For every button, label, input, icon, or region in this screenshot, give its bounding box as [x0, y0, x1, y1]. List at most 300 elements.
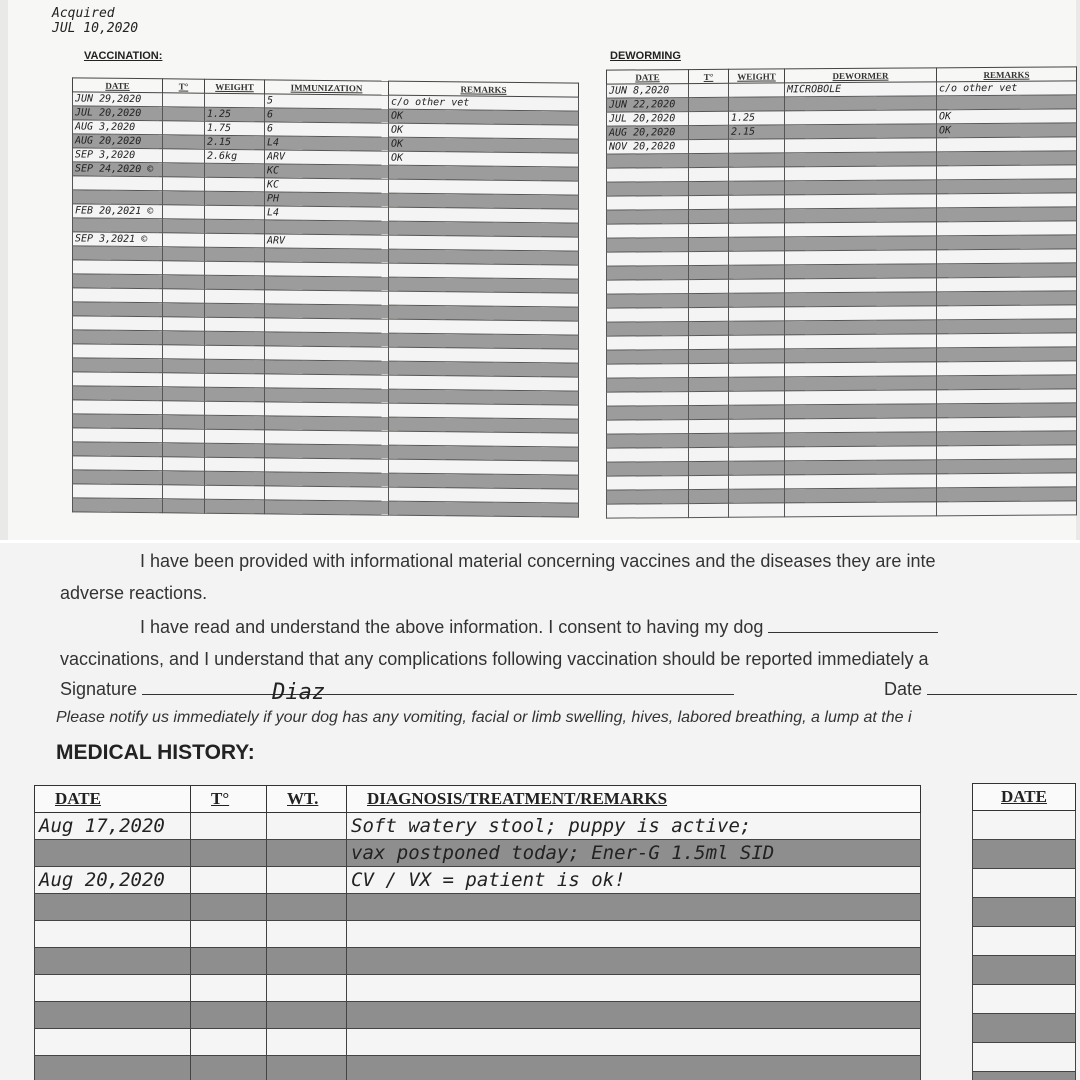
- vacc-cell: 5: [265, 94, 389, 109]
- vacc-cell: [265, 262, 389, 277]
- med-row: [35, 948, 921, 975]
- vacc-cell: [205, 93, 265, 108]
- vacc-cell: [73, 428, 163, 443]
- vacc-cell: [205, 457, 265, 472]
- vacc-cell: [205, 485, 265, 500]
- vacc-cell: [389, 501, 579, 517]
- med-cell: [35, 1029, 191, 1056]
- dew-cell: [729, 363, 785, 377]
- consent-line-2: adverse reactions.: [60, 583, 208, 603]
- side-cell: [973, 840, 1076, 869]
- dew-cell: [689, 405, 729, 419]
- dew-cell: [937, 179, 1077, 194]
- dew-cell: [785, 264, 937, 279]
- dew-cell: [729, 391, 785, 405]
- dew-cell: [785, 502, 937, 517]
- dew-cell: [937, 417, 1077, 432]
- vacc-cell: [73, 498, 163, 513]
- vacc-cell: [265, 276, 389, 291]
- dew-cell: [729, 223, 785, 237]
- dew-cell: [729, 279, 785, 293]
- signature-label: Signature: [60, 679, 138, 699]
- med-cell: [347, 921, 921, 948]
- vacc-cell: [163, 303, 205, 317]
- vacc-cell: [163, 359, 205, 373]
- med-row: [35, 975, 921, 1002]
- med-cell: [191, 813, 267, 840]
- dew-cell: 2.15: [729, 125, 785, 139]
- consent-line-3: [140, 617, 938, 638]
- med-cell: [191, 948, 267, 975]
- dew-cell: [937, 459, 1077, 474]
- vacc-cell: [73, 260, 163, 275]
- dew-row: [607, 501, 1077, 518]
- dew-cell: [937, 235, 1077, 250]
- dew-cell: [729, 265, 785, 279]
- dew-cell: [689, 209, 729, 223]
- dew-cell: [729, 335, 785, 349]
- med-cell: Aug 20,2020: [35, 867, 191, 894]
- vacc-cell: [73, 358, 163, 373]
- vacc-cell: [73, 288, 163, 303]
- dew-cell: [785, 250, 937, 265]
- vacc-cell: L4: [265, 136, 389, 151]
- consent-medical-sheet: [0, 543, 1080, 1080]
- dew-cell: [689, 195, 729, 209]
- dew-cell: c/o other vet: [937, 81, 1077, 96]
- vacc-cell: L4: [265, 206, 389, 221]
- vacc-cell: 1.75: [205, 121, 265, 136]
- vacc-cell: ARV: [265, 150, 389, 165]
- dew-cell: [729, 349, 785, 363]
- med-row: [35, 813, 921, 840]
- med-col-header: DIAGNOSIS/TREATMENT/REMARKS: [347, 786, 921, 813]
- vacc-cell: [265, 402, 389, 417]
- vacc-cell: [163, 485, 205, 499]
- vacc-cell: [205, 275, 265, 290]
- dew-cell: [937, 291, 1077, 306]
- dew-cell: [607, 182, 689, 197]
- dew-cell: [937, 207, 1077, 222]
- vacc-cell: [205, 233, 265, 248]
- dew-cell: [607, 406, 689, 421]
- consent-line-1: I have been provided with informational material concerning vaccines and the diseases they are inte: [140, 551, 936, 571]
- dew-cell: [785, 110, 937, 125]
- dew-cell: [689, 223, 729, 237]
- dew-cell: MICROBOLE: [785, 82, 937, 97]
- vacc-cell: 2.15: [205, 135, 265, 150]
- med-cell: [267, 894, 347, 921]
- dew-cell: [729, 139, 785, 153]
- vacc-cell: [73, 246, 163, 261]
- dew-cell: [937, 277, 1077, 292]
- vacc-cell: OK: [389, 109, 579, 125]
- dew-cell: 1.25: [729, 111, 785, 125]
- med-col-header: DATE: [35, 786, 191, 813]
- med-cell: [191, 1056, 267, 1080]
- med-cell: [347, 894, 921, 921]
- dew-cell: [785, 432, 937, 447]
- dew-cell: AUG 20,2020: [607, 126, 689, 141]
- dew-cell: [689, 111, 729, 125]
- dew-cell: OK: [937, 123, 1077, 138]
- dew-cell: [785, 208, 937, 223]
- vacc-cell: AUG 3,2020: [73, 120, 163, 135]
- vacc-cell: PH: [265, 192, 389, 207]
- side-cell: [973, 869, 1076, 898]
- dew-cell: [785, 488, 937, 503]
- vacc-cell: [265, 304, 389, 319]
- dew-cell: [689, 335, 729, 349]
- med-col-header: WT.: [267, 786, 347, 813]
- vacc-cell: [205, 261, 265, 276]
- dew-cell: [729, 475, 785, 489]
- dew-cell: [785, 292, 937, 307]
- dew-cell: [729, 251, 785, 265]
- vacc-col-header: T°: [163, 79, 205, 93]
- dew-cell: [729, 209, 785, 223]
- dew-col-header: T°: [689, 69, 729, 83]
- dew-cell: [729, 419, 785, 433]
- dew-col-header: WEIGHT: [729, 69, 785, 83]
- med-row: [35, 867, 921, 894]
- vacc-cell: [163, 289, 205, 303]
- dew-cell: [689, 153, 729, 167]
- dew-cell: [785, 236, 937, 251]
- vacc-cell: OK: [389, 151, 579, 167]
- dew-cell: [689, 349, 729, 363]
- med-cell: vax postponed today; Ener-G 1.5ml SID: [347, 840, 921, 867]
- med-cell: [191, 921, 267, 948]
- med-cell: [347, 1002, 921, 1029]
- dew-cell: [607, 196, 689, 211]
- dew-cell: [785, 390, 937, 405]
- vacc-cell: SEP 3,2021 ©: [73, 232, 163, 247]
- dew-cell: [785, 362, 937, 377]
- dew-cell: [729, 447, 785, 461]
- vacc-cell: [205, 443, 265, 458]
- vacc-cell: [163, 275, 205, 289]
- vacc-col-header: REMARKS: [389, 81, 579, 97]
- med-cell: [267, 1056, 347, 1080]
- dew-cell: [689, 433, 729, 447]
- medical-history-table: [34, 785, 921, 1080]
- dew-col-header: REMARKS: [937, 67, 1077, 82]
- med-cell: [267, 1002, 347, 1029]
- side-row: [973, 1043, 1076, 1072]
- dew-cell: [729, 293, 785, 307]
- dew-cell: [729, 97, 785, 111]
- dew-cell: [937, 445, 1077, 460]
- dew-cell: [785, 334, 937, 349]
- vacc-cell: [163, 177, 205, 191]
- dew-cell: [607, 420, 689, 435]
- med-cell: [347, 975, 921, 1002]
- deworming-title: DEWORMING: [610, 50, 681, 62]
- date-line: [927, 694, 1077, 695]
- dew-cell: [607, 504, 689, 519]
- vacc-cell: [205, 247, 265, 262]
- dew-cell: [607, 280, 689, 295]
- dew-cell: [937, 333, 1077, 348]
- vacc-cell: [265, 220, 389, 235]
- dew-cell: [785, 180, 937, 195]
- dew-cell: [785, 222, 937, 237]
- dew-cell: [689, 447, 729, 461]
- dew-cell: [937, 501, 1077, 516]
- dew-cell: [607, 294, 689, 309]
- vacc-cell: [205, 177, 265, 192]
- side-row: [973, 840, 1076, 869]
- vacc-cell: [73, 176, 163, 191]
- vacc-cell: [205, 331, 265, 346]
- side-cell: [973, 898, 1076, 927]
- vacc-cell: JUL 20,2020: [73, 106, 163, 121]
- side-cell: [973, 1043, 1076, 1072]
- vacc-cell: [163, 121, 205, 135]
- vacc-cell: 2.6kg: [205, 149, 265, 164]
- dew-cell: [729, 461, 785, 475]
- med-cell: [347, 1056, 921, 1080]
- dew-cell: [729, 167, 785, 181]
- dew-cell: [689, 181, 729, 195]
- dew-cell: [607, 322, 689, 337]
- dew-cell: [607, 308, 689, 323]
- vacc-cell: [163, 93, 205, 107]
- vacc-cell: KC: [265, 164, 389, 179]
- dew-cell: [689, 461, 729, 475]
- dew-cell: [937, 249, 1077, 264]
- dew-col-header: DATE: [607, 70, 689, 85]
- dew-cell: [937, 193, 1077, 208]
- dew-cell: [607, 378, 689, 393]
- side-date-header: DATE: [973, 784, 1076, 811]
- med-cell: [35, 840, 191, 867]
- med-row: [35, 894, 921, 921]
- dew-cell: [607, 252, 689, 267]
- med-row: [35, 1056, 921, 1080]
- dew-cell: [689, 83, 729, 97]
- med-cell: CV / VX = patient is ok!: [347, 867, 921, 894]
- vacc-cell: JUN 29,2020: [73, 92, 163, 107]
- vacc-cell: [265, 444, 389, 459]
- dew-cell: [785, 348, 937, 363]
- vacc-cell: [163, 163, 205, 177]
- dew-cell: OK: [937, 109, 1077, 124]
- vacc-cell: [73, 330, 163, 345]
- dew-cell: [785, 404, 937, 419]
- dew-cell: [937, 361, 1077, 376]
- vacc-cell: [163, 401, 205, 415]
- med-cell: [267, 948, 347, 975]
- vacc-cell: [163, 247, 205, 261]
- vacc-cell: [205, 205, 265, 220]
- signature-line: [142, 680, 734, 705]
- dew-cell: [689, 363, 729, 377]
- vacc-cell: [73, 274, 163, 289]
- deworming-table: [606, 66, 1077, 518]
- dew-cell: JUN 22,2020: [607, 98, 689, 113]
- vacc-cell: OK: [389, 137, 579, 153]
- dew-cell: [607, 462, 689, 477]
- med-cell: [35, 894, 191, 921]
- vacc-cell: [73, 484, 163, 499]
- vacc-cell: [163, 135, 205, 149]
- med-row: [35, 840, 921, 867]
- dew-cell: [937, 165, 1077, 180]
- dew-cell: [937, 95, 1077, 110]
- vacc-cell: [73, 316, 163, 331]
- signature-row: [60, 679, 734, 705]
- acquired-note: [52, 6, 138, 36]
- med-cell: [191, 867, 267, 894]
- dew-cell: [689, 321, 729, 335]
- dew-cell: [729, 181, 785, 195]
- med-cell: [347, 1029, 921, 1056]
- dew-cell: [785, 124, 937, 139]
- side-row: [973, 898, 1076, 927]
- vaccination-title: VACCINATION:: [84, 50, 163, 62]
- vacc-cell: [163, 373, 205, 387]
- side-cell: [973, 1072, 1076, 1080]
- vacc-cell: [163, 429, 205, 443]
- med-cell: [267, 840, 347, 867]
- med-cell: [347, 948, 921, 975]
- dew-cell: [689, 391, 729, 405]
- med-cell: [35, 1002, 191, 1029]
- vacc-cell: [265, 290, 389, 305]
- vacc-cell: [163, 233, 205, 247]
- vacc-cell: [205, 401, 265, 416]
- vacc-cell: [205, 387, 265, 402]
- med-cell: Soft watery stool; puppy is active;: [347, 813, 921, 840]
- vacc-cell: [163, 261, 205, 275]
- vacc-cell: [265, 500, 389, 515]
- dew-cell: [729, 503, 785, 517]
- acquired-date: JUL 10,2020: [52, 21, 139, 36]
- dew-cell: [729, 195, 785, 209]
- dew-cell: [937, 151, 1077, 166]
- dew-cell: [937, 347, 1077, 362]
- vacc-cell: 6: [265, 108, 389, 123]
- side-cell: [973, 985, 1076, 1014]
- dew-cell: [937, 389, 1077, 404]
- side-cell: [973, 956, 1076, 985]
- dew-cell: [607, 224, 689, 239]
- dew-cell: [785, 376, 937, 391]
- dew-cell: JUN 8,2020: [607, 84, 689, 99]
- side-date-table: [972, 783, 1076, 1080]
- dew-cell: [785, 194, 937, 209]
- vacc-cell: [265, 486, 389, 501]
- vacc-cell: [265, 472, 389, 487]
- dew-cell: [785, 278, 937, 293]
- vacc-cell: 6: [265, 122, 389, 137]
- vacc-cell: [163, 205, 205, 219]
- med-cell: Aug 17,2020: [35, 813, 191, 840]
- dew-cell: [729, 377, 785, 391]
- vacc-cell: [163, 345, 205, 359]
- dew-cell: [689, 489, 729, 503]
- vacc-cell: [265, 388, 389, 403]
- dew-col-header: DEWORMER: [785, 68, 937, 83]
- dew-cell: [937, 431, 1077, 446]
- dew-cell: [607, 476, 689, 491]
- dew-cell: [937, 487, 1077, 502]
- vacc-cell: SEP 3,2020: [73, 148, 163, 163]
- dew-cell: [729, 237, 785, 251]
- side-row: [973, 1072, 1076, 1080]
- dew-cell: [937, 319, 1077, 334]
- vacc-cell: [265, 430, 389, 445]
- vacc-cell: [205, 303, 265, 318]
- dew-cell: [729, 433, 785, 447]
- vacc-cell: [265, 318, 389, 333]
- signature-value: Diaz: [272, 680, 326, 705]
- vacc-cell: [73, 470, 163, 485]
- dew-cell: [937, 137, 1077, 152]
- vacc-cell: [163, 107, 205, 121]
- vacc-cell: [163, 219, 205, 233]
- vacc-col-header: IMMUNIZATION: [265, 80, 389, 95]
- dew-cell: [785, 320, 937, 335]
- vacc-cell: [73, 400, 163, 415]
- vacc-cell: 1.25: [205, 107, 265, 122]
- vacc-cell: ARV: [265, 234, 389, 249]
- vacc-cell: [73, 190, 163, 205]
- med-row: [35, 1029, 921, 1056]
- dew-cell: [689, 475, 729, 489]
- dew-cell: [937, 221, 1077, 236]
- side-row: [973, 956, 1076, 985]
- adverse-notice: Please notify us immediately if your dog has any vomiting, facial or limb swelling, hives, labored breathing, a lump at the i: [56, 709, 912, 726]
- dew-cell: [689, 97, 729, 111]
- dew-cell: [607, 364, 689, 379]
- dew-cell: [785, 166, 937, 181]
- vacc-cell: [163, 457, 205, 471]
- vacc-cell: [205, 415, 265, 430]
- dew-cell: [689, 293, 729, 307]
- vacc-col-header: WEIGHT: [205, 79, 265, 94]
- date-label: Date: [884, 679, 923, 699]
- vacc-cell: [205, 359, 265, 374]
- side-row: [973, 1014, 1076, 1043]
- med-cell: [191, 894, 267, 921]
- dew-cell: [607, 336, 689, 351]
- dew-cell: [785, 152, 937, 167]
- med-row: [35, 921, 921, 948]
- dew-cell: [785, 474, 937, 489]
- dew-cell: [607, 350, 689, 365]
- dew-cell: [689, 503, 729, 517]
- side-cell: [973, 811, 1076, 840]
- vaccination-table: [72, 77, 579, 517]
- dew-cell: [729, 153, 785, 167]
- medical-history-title: MEDICAL HISTORY:: [56, 741, 255, 764]
- vacc-cell: c/o other vet: [389, 95, 579, 111]
- vacc-cell: [163, 471, 205, 485]
- vacc-cell: [205, 191, 265, 206]
- dew-cell: [689, 139, 729, 153]
- dew-cell: [689, 377, 729, 391]
- dew-cell: [689, 251, 729, 265]
- dew-cell: [785, 418, 937, 433]
- dew-cell: NOV 20,2020: [607, 140, 689, 155]
- vacc-cell: [205, 373, 265, 388]
- dew-cell: [937, 305, 1077, 320]
- vacc-cell: [163, 191, 205, 205]
- dew-cell: [729, 321, 785, 335]
